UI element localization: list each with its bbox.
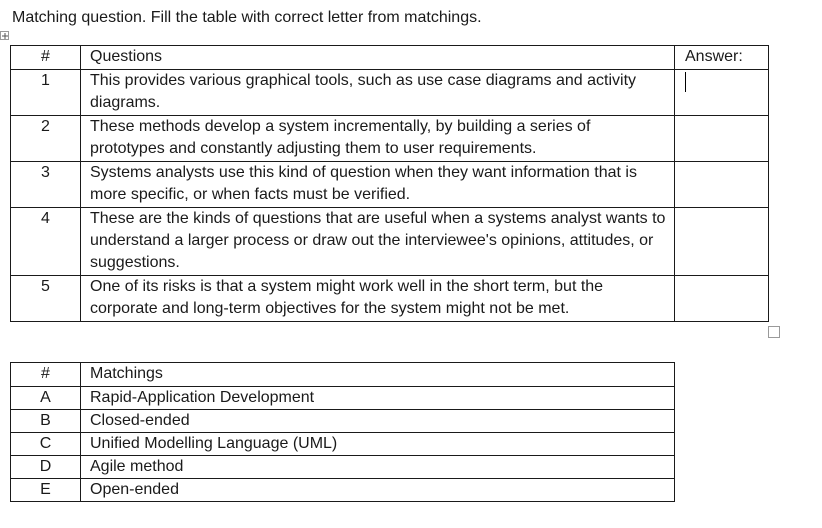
matching-letter[interactable]: E <box>11 479 81 502</box>
table-row <box>11 162 769 208</box>
table-row <box>11 70 769 116</box>
matching-letter[interactable]: A <box>11 387 81 410</box>
table-header-row <box>11 363 675 387</box>
question-text[interactable]: Systems analysts use this kind of question when they want information that is more specific, or when facts must be verified. <box>81 162 675 208</box>
question-num[interactable]: 3 <box>11 162 81 208</box>
table-move-handle-icon[interactable] <box>0 31 9 40</box>
answer-cell[interactable] <box>675 162 769 208</box>
question-text[interactable]: These are the kinds of questions that are useful when a systems analyst wants to understand a larger process or draw out the interviewee's opinions, attitudes, or suggestions. <box>81 208 675 276</box>
table-row <box>11 456 675 479</box>
question-text[interactable]: These methods develop a system incrementally, by building a series of prototypes and constantly adjusting them to user requirements. <box>81 116 675 162</box>
matching-letter[interactable]: C <box>11 433 81 456</box>
matchings-table <box>10 362 675 502</box>
answer-cell[interactable] <box>675 116 769 162</box>
matching-text[interactable]: Unified Modelling Language (UML) <box>81 433 675 456</box>
table-row <box>11 116 769 162</box>
page-title: Matching question. Fill the table with correct letter from matchings. <box>12 9 482 26</box>
header-answer[interactable]: Answer: <box>675 46 769 70</box>
matching-text[interactable]: Agile method <box>81 456 675 479</box>
question-num[interactable]: 1 <box>11 70 81 116</box>
table-row <box>11 208 769 276</box>
table-row <box>11 479 675 502</box>
answer-cell[interactable] <box>675 70 769 116</box>
table-row <box>11 276 769 322</box>
question-num[interactable]: 5 <box>11 276 81 322</box>
matching-letter[interactable]: B <box>11 410 81 433</box>
answer-cell[interactable] <box>675 276 769 322</box>
matching-letter[interactable]: D <box>11 456 81 479</box>
table-resize-handle-icon[interactable] <box>768 326 780 338</box>
header-matchings[interactable]: Matchings <box>81 363 675 387</box>
header-num[interactable]: # <box>11 46 81 70</box>
table-row <box>11 387 675 410</box>
matching-text[interactable]: Rapid-Application Development <box>81 387 675 410</box>
answer-cell[interactable] <box>675 208 769 276</box>
matching-text[interactable]: Open-ended <box>81 479 675 502</box>
matching-text[interactable]: Closed-ended <box>81 410 675 433</box>
text-cursor <box>685 72 686 92</box>
question-num[interactable]: 2 <box>11 116 81 162</box>
table-row <box>11 410 675 433</box>
question-text[interactable]: One of its risks is that a system might work well in the short term, but the corporate and long-term objectives for the system might not be met. <box>81 276 675 322</box>
question-text[interactable]: This provides various graphical tools, such as use case diagrams and activity diagrams. <box>81 70 675 116</box>
header-num[interactable]: # <box>11 363 81 387</box>
question-num[interactable]: 4 <box>11 208 81 276</box>
questions-table <box>10 45 769 322</box>
table-header-row <box>11 46 769 70</box>
table-row <box>11 433 675 456</box>
header-questions[interactable]: Questions <box>81 46 675 70</box>
